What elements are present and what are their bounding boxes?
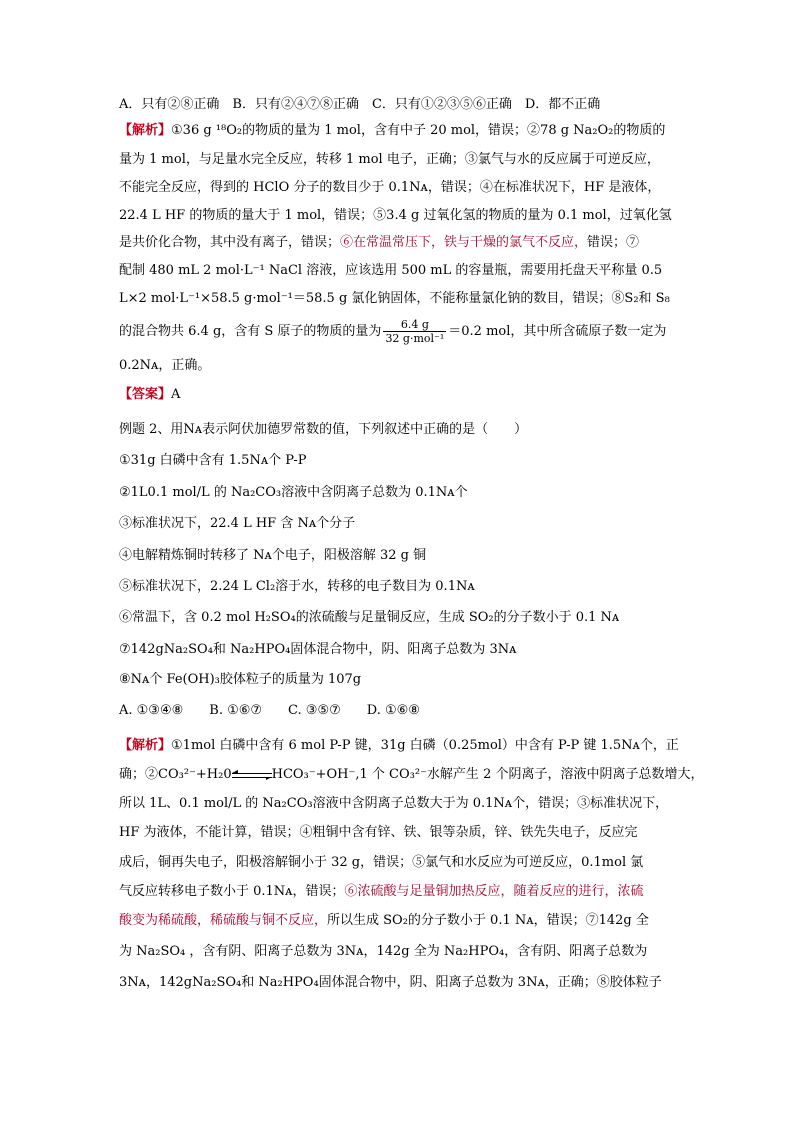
example2-analysis-line-7 (119, 911, 675, 931)
example1-analysis-line-1 (119, 121, 675, 141)
highlighted-text: 酸变为稀硫酸，稀硫酸与铜不反应， (119, 913, 328, 928)
analysis-text: 气反应转移电子数小于 0.1Nᴀ，错误； (119, 884, 345, 899)
example2-analysis-line-3: 所以 1L、0.1 mol/L 的 Na₂CO₃溶液中含阴离子总数大于为 0.1Nᴀ个，错误；③标准状况下， (119, 796, 669, 811)
fraction (383, 318, 446, 345)
example2-question: 例题 2、用Nᴀ表示阿伏加德罗常数的值，下列叙述中正确的是（ ） (119, 422, 528, 437)
example1-analysis-line-7: L×2 mol·L⁻¹×58.5 g·mol⁻¹＝58.5 g 氯化钠固体，不能称量氯化钠的数目，错误；⑧S₂和 S₈ (119, 291, 670, 306)
example2-analysis-line-1 (119, 736, 679, 756)
example2-item-6: ⑥常温下，含 0.2 mol H₂SO₄的浓硫酸与足量铜反应，生成 SO₂的分子数小于 0.1 Nᴀ (119, 610, 620, 625)
analysis-text: ①1mol 白磷中含有 6 mol P-P 键，31g 白磷（0.25mol）中含有 P-P 键 1.5Nᴀ个，正 (171, 738, 679, 753)
example1-answer (119, 385, 675, 405)
example1-options: A．只有②⑧正确 B．只有②④⑦⑧正确 C．只有①②③⑤⑥正确 D．都不正确 (119, 97, 601, 112)
highlighted-text: ⑥在常温常压下，铁与干燥的氯气不反应， (340, 235, 588, 250)
analysis-text: ＝0.2 mol，其中所含硫原子数一定为 (448, 324, 667, 339)
example2-item-8: ⑧Nᴀ个 Fe(OH)₃胶体粒子的质量为 107g (119, 672, 362, 687)
example1-analysis-line-6: 配制 480 mL 2 mol·L⁻¹ NaCl 溶液，应该选用 500 mL 的容量瓶，需要用托盘天平称量 0.5 (119, 263, 663, 278)
example2-analysis-line-2 (119, 765, 704, 785)
example2-item-5: ⑤标准状况下，2.24 L Cl₂溶于水，转移的电子数目为 0.1Nᴀ (119, 579, 475, 594)
highlighted-text: ⑥浓硫酸与足量铜加热反应，随着反应的进行，浓硫 (344, 884, 644, 899)
fraction-denominator: 32 g·mol⁻¹ (385, 332, 445, 345)
fraction-numerator: 6.4 g (383, 318, 446, 332)
analysis-text: HCO₃⁻+OH⁻,1 个 CO₃²⁻水解产生 2 个阴离子，溶液中阴离子总数增大， (271, 767, 704, 782)
example2-item-3: ③标准状况下，22.4 L HF 含 Nᴀ个分子 (119, 516, 356, 531)
equilibrium-arrow-icon (232, 770, 272, 780)
analysis-text: 所以生成 SO₂的分子数小于 0.1 Nᴀ，错误；⑦142g 全 (327, 913, 649, 928)
example1-analysis-line-9: 0.2Nᴀ，正确。 (119, 358, 211, 373)
example2-analysis-line-5: 成后，铜再失电子，阳极溶解铜小于 32 g，错误；⑤氯气和水反应为可逆反应，0.1mol 氯 (119, 855, 644, 870)
answer-label: 【答案】 (119, 387, 172, 402)
example1-analysis-line-5 (119, 233, 675, 253)
example2-item-2: ②1L0.1 mol/L 的 Na₂CO₃溶液中含阴离子总数为 0.1Nᴀ个 (119, 485, 468, 500)
example2-item-1: ①31g 白磷中含有 1.5Nᴀ个 P-P (119, 453, 307, 468)
example2-options: A. ①③④⑧ B. ①⑥⑦ C. ③⑤⑦ D. ①⑥⑧ (119, 703, 420, 718)
analysis-text: 错误；⑦ (587, 235, 640, 250)
example2-analysis-line-4: HF 为液体，不能计算，错误；④粗铜中含有锌、铁、银等杂质，锌、铁先失电子，反应完 (119, 825, 638, 840)
answer-value: A (171, 387, 181, 402)
example1-analysis-line-8 (119, 318, 675, 345)
example2-item-7: ⑦142gNa₂SO₄和 Na₂HPO₄固体混合物中，阴、阳离子总数为 3Nᴀ (119, 642, 517, 657)
analysis-label: 【解析】 (119, 738, 172, 753)
example1-analysis-line-2: 量为 1 mol，与足量水完全反应，转移 1 mol 电子，正确；③氯气与水的反应属于可逆反应， (119, 152, 660, 167)
example2-analysis-line-6 (119, 882, 675, 902)
example1-analysis-line-4: 22.4 L HF 的物质的量大于 1 mol，错误；⑤3.4 g 过氧化氢的物质的量为 0.1 mol，过氧化氢 (119, 208, 672, 223)
analysis-text: 是共价化合物，其中没有离子，错误； (119, 235, 341, 250)
analysis-label: 【解析】 (119, 123, 172, 138)
example2-item-4: ④电解精炼铜时转移了 Nᴀ个电子，阳极溶解 32 g 铜 (119, 548, 427, 563)
example2-analysis-line-9: 3Nᴀ，142gNa₂SO₄和 Na₂HPO₄固体混合物中，阴、阳离子总数为 3Nᴀ，正确；⑧胶体粒子 (119, 975, 662, 990)
analysis-text: 确；②CO₃²⁻+H₂0 (119, 767, 232, 782)
example1-analysis-line-3: 不能完全反应，得到的 HClO 分子的数目少于 0.1Nᴀ，错误；④在标准状况下，HF 是液体， (119, 180, 661, 195)
example2-analysis-line-8: 为 Na₂SO₄ ，含有阴、阳离子总数为 3Nᴀ，142g 全为 Na₂HPO₄，含有阴、阳离子总数为 (119, 944, 648, 959)
analysis-text: ①36 g ¹⁸O₂的物质的量为 1 mol，含有中子 20 mol，错误；②78 g Na₂O₂的物质的 (171, 123, 666, 138)
analysis-text: 的混合物共 6.4 g，含有 S 原子的物质的量为 (119, 324, 382, 339)
